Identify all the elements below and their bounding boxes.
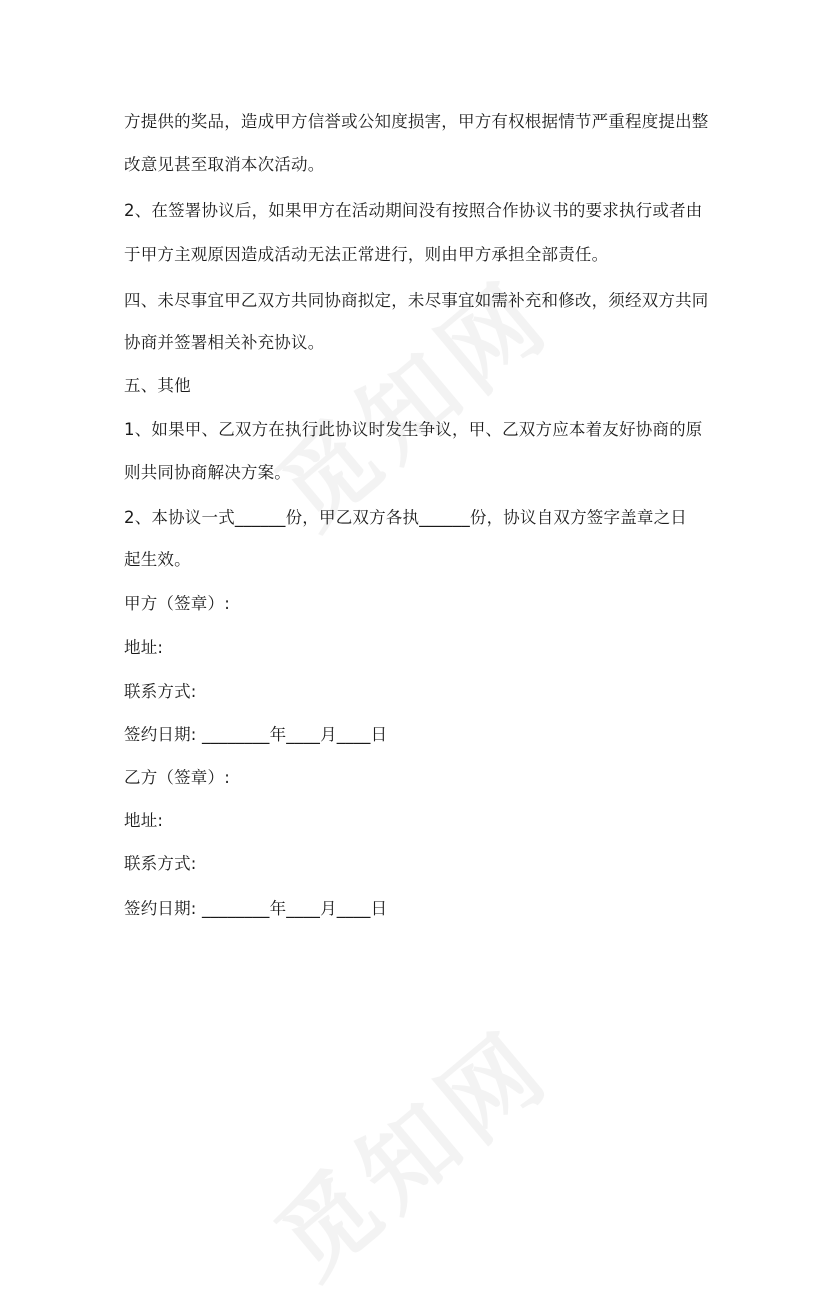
text-line: 方提供的奖品，造成甲方信誉或公知度损害，甲方有权根据情节严重程度提出整 <box>124 112 709 131</box>
party-a-address-label: 地址: <box>124 638 164 657</box>
party-a-contact-label: 联系方式: <box>124 682 197 701</box>
party-b-date-label: 签约日期: ________年____月____日 <box>124 899 388 918</box>
text-line: 四、未尽事宜甲乙双方共同协商拟定，未尽事宜如需补充和修改，须经双方共同 <box>124 291 709 310</box>
text-line: 2、在签署协议后，如果甲方在活动期间没有按照合作协议书的要求执行或者由 <box>124 201 703 220</box>
text-line: 2、本协议一式______份，甲乙双方各执______份，协议自双方签字盖章之日 <box>124 508 687 527</box>
party-b-signature-label: 乙方（签章）: <box>124 768 230 787</box>
text-line: 则共同协商解决方案。 <box>124 463 291 482</box>
text-line: 起生效。 <box>124 550 191 569</box>
text-line: 于甲方主观原因造成活动无法正常进行，则由甲方承担全部责任。 <box>124 245 609 264</box>
party-b-contact-label: 联系方式: <box>124 854 197 873</box>
party-a-signature-label: 甲方（签章）: <box>124 594 230 613</box>
text-line: 协商并签署相关补充协议。 <box>124 333 325 352</box>
text-line: 1、如果甲、乙双方在执行此协议时发生争议，甲、乙双方应本着友好协商的原 <box>124 420 703 439</box>
section-heading: 五、其他 <box>124 376 191 395</box>
watermark <box>243 994 575 1303</box>
text-line: 改意见甚至取消本次活动。 <box>124 155 325 174</box>
party-b-address-label: 地址: <box>124 811 164 830</box>
party-a-date-label: 签约日期: ________年____月____日 <box>124 725 388 744</box>
